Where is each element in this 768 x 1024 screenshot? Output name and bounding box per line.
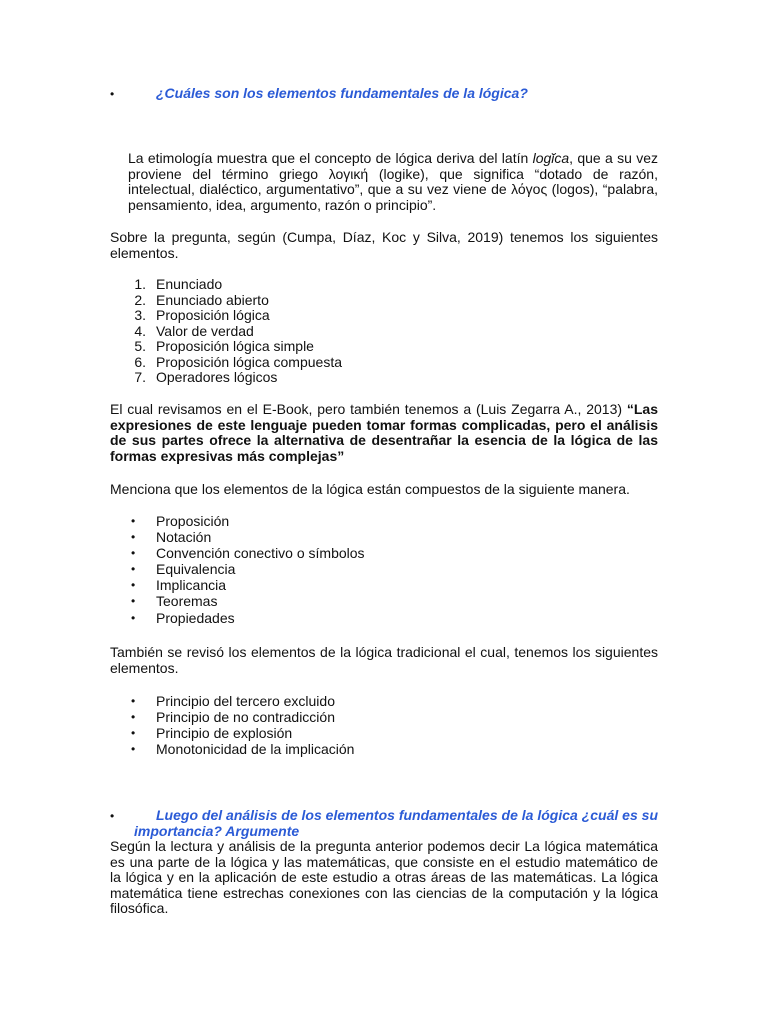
list-item: • Equivalencia: [131, 561, 236, 578]
components-list: [131, 514, 531, 627]
traditional-list: [131, 694, 531, 758]
list-item: • Principio del tercero excluido: [131, 693, 335, 709]
list-item: • Teoremas: [131, 593, 218, 610]
list-item: • Convención conectivo o símbolos: [131, 545, 365, 562]
list-item: 3. Proposición lógica: [134, 307, 270, 323]
question-1-text: ¿Cuáles son los elementos fundamentales de la lógica?: [156, 85, 528, 101]
numbered-list: [131, 277, 531, 386]
question-2: [0, 808, 768, 840]
composition-intro: Menciona que los elementos de la lógica están compuestos de la siguiente manera.: [110, 481, 630, 497]
traditional-intro: También se revisó los elementos de la lógica tradicional el cual, tenemos los siguientes elementos.: [110, 644, 658, 676]
list-item: • Principio de explosión: [131, 725, 293, 742]
elements-intro-paragraph: Sobre la pregunta, según (Cumpa, Díaz, Koc y Silva, 2019) tenemos los siguientes elementos.: [110, 229, 658, 261]
question-2-text: Luego del análisis de los elementos fundamentales de la lógica ¿cuál es su importancia? Argumente: [134, 807, 658, 839]
etymology-paragraph: La etimología muestra que el concepto de lógica deriva del latín logĭca, que a su vez proviene del término griego λογική (logike), que significa “dotado de razón, intelectual, dialéctico, argumentativo”, que a su vez viene de λόγος (logos), “palabra, pensamiento, idea, argumento, razón o principio”.: [128, 150, 658, 213]
list-item: • Implicancia: [131, 577, 227, 594]
list-item: 5. Proposición lógica simple: [134, 338, 314, 354]
list-item: 2. Enunciado abierto: [134, 291, 269, 308]
bullet: •: [110, 809, 115, 823]
list-item: 6. Proposición lógica compuesta: [134, 353, 342, 370]
list-item: 7. Operadores lógicos: [134, 369, 278, 385]
list-item: 4. Valor de verdad: [134, 322, 254, 339]
quote: “Las expresiones de este lenguaje pueden tomar formas complicadas, pero el análisis de sus partes ofrece la alternativa de desentrañar la esencia de la lógica de las formas expresivas más complejas”: [110, 401, 658, 464]
latin-word: logĭca: [532, 150, 570, 166]
list-item: • Propiedades: [131, 609, 235, 626]
answer-2-paragraph: Según la lectura y análisis de la pregunta anterior podemos decir La lógica matemática es una parte de la lógica y las matemáticas, que consiste en el estudio matemático de la lógica y en la aplicación de este estudio a otras áreas de las matemáticas. La lógica matemática tiene estrechas conexiones con las ciencias de la computación y la lógica filosófica.: [110, 838, 658, 916]
bullet: •: [110, 87, 115, 101]
question-1: [0, 86, 768, 104]
ebook-paragraph: El cual revisamos en el E-Book, pero también tenemos a (Luis Zegarra A., 2013) “Las expresiones de este lenguaje pueden tomar formas complicadas, pero el análisis de sus partes ofrece la alternativa de desentrañar la esencia de la lógica de las formas expresivas más complejas”: [110, 401, 658, 464]
list-item: • Principio de no contradicción: [131, 709, 335, 726]
list-item: • Notación: [131, 529, 212, 546]
list-item: • Monotonicidad de la implicación: [131, 741, 355, 758]
list-item: • Proposición: [131, 513, 230, 529]
list-item: 1. Enunciado: [134, 276, 223, 292]
